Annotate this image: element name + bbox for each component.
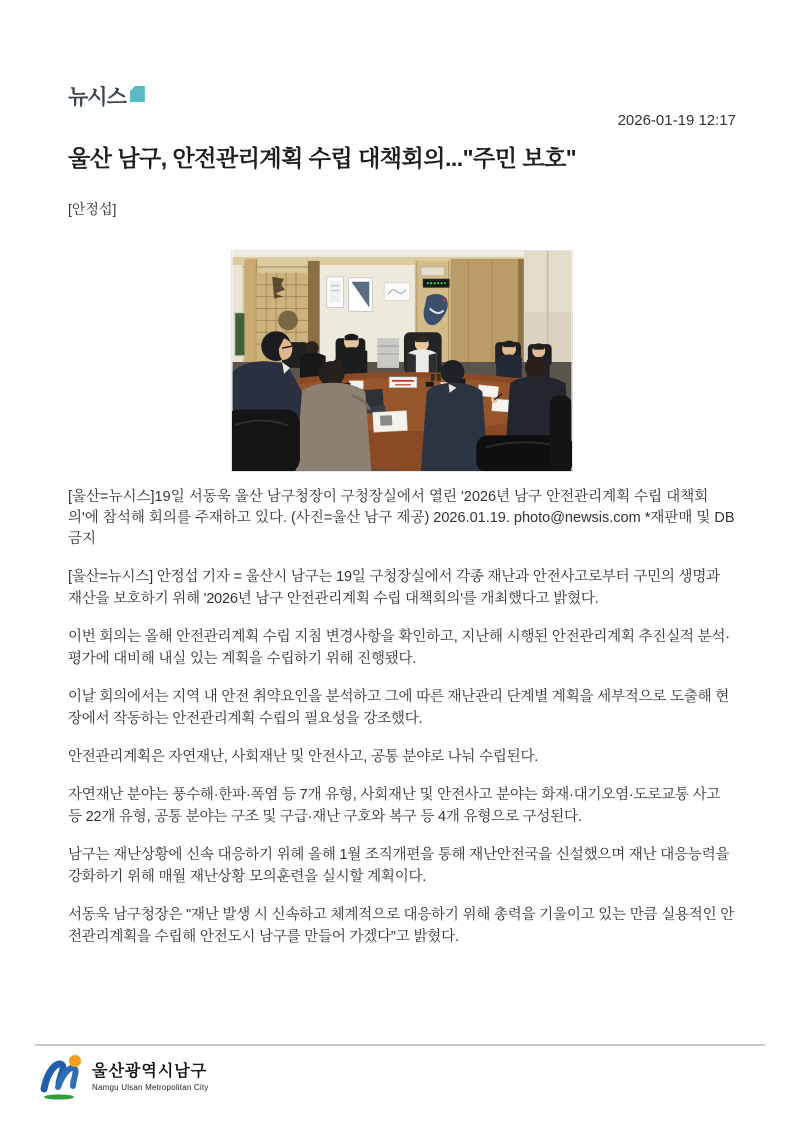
newsis-logo-text: 뉴시스 — [68, 86, 126, 109]
article-paragraph: 남구는 재난상황에 신속 대응하기 위헤 올해 1월 조직개편을 통해 재난안전국을 신설했으며 재난 대응능력을 강화하기 위해 매월 재난상황 모의훈련을 실시할 계획이다. — [68, 847, 730, 885]
meeting-room-illustration — [232, 251, 572, 471]
org-name-english: Namgu Ulsan Metropolitan City — [92, 1082, 209, 1092]
article-paragraph: 이날 회의에서는 지역 내 안전 취약요인을 분석하고 그에 따른 재난관리 단계별 계획을 세부적으로 도출해 현장에서 작동하는 안전관리계획 수립의 필요성을 강조했다. — [68, 689, 730, 727]
article-byline: [안정섭] — [68, 201, 117, 217]
org-name-korean: 울산광역시남구 — [92, 1062, 208, 1080]
footer-org-logo — [38, 1053, 209, 1101]
article-datetime: 2026-01-19 12:17 — [617, 112, 736, 129]
footer-divider — [35, 1044, 765, 1046]
article-content — [68, 0, 736, 948]
article-paragraph: 서동욱 남구청장은 "재난 발생 시 신속하고 체계적으로 대응하기 위해 총력을 기울이고 있는 만큼 실용적인 안전관리계획을 수립해 안전도시 남구를 만들어 가겠다"고 밝혔다. — [68, 907, 735, 945]
newsis-logo[interactable] — [68, 84, 736, 108]
newsis-page-icon — [130, 86, 145, 102]
article-title: 울산 남구, 안전관리계획 수립 대책회의..."주민 보호" — [68, 145, 577, 171]
footer-org-text — [92, 1063, 209, 1092]
article-paragraph: 이번 회의는 올해 안전관리계획 수립 지침 변경사항을 확인하고, 지난해 시행된 안전관리계획 추진실적 분석·평가에 대비해 내실 있는 계획을 수립하기 위해 진행됐다. — [68, 629, 730, 667]
article-paragraph: [울산=뉴시스] 안정섭 기자 = 울산시 남구는 19일 구청장실에서 각종 재난과 안전사고로부터 구민의 생명과 재산을 보호하기 위해 '2026년 남구 안전관리계획 수립 대책회의'를 개최했다고 밝혔다. — [68, 569, 720, 607]
article-paragraph: 안전관리계획은 자연재난, 사회재난 및 안전사고, 공통 분야로 나눠 수립된다. — [68, 749, 539, 765]
article-photo — [231, 250, 573, 472]
photo-caption: [울산=뉴시스]19일 서동욱 울산 남구청장이 구청장실에서 열린 '2026년 남구 안전관리계획 수립 대책회의'에 참석해 회의를 주재하고 있다. (사진=울산 남구 제공) 2026.01.19. photo@newsis.com *재판매 및 DB 금지 — [68, 489, 735, 547]
article-paragraph: 자연재난 분야는 풍수해·한파·폭염 등 7개 유형, 사회재난 및 안전사고 분야는 화재·대기오염·도로교통 사고 등 22개 유형, 공통 분야는 구조 및 구급·재난 구호와 복구 등 4개 유형으로 구성된다. — [68, 787, 721, 825]
namgu-logo-icon — [38, 1053, 84, 1101]
